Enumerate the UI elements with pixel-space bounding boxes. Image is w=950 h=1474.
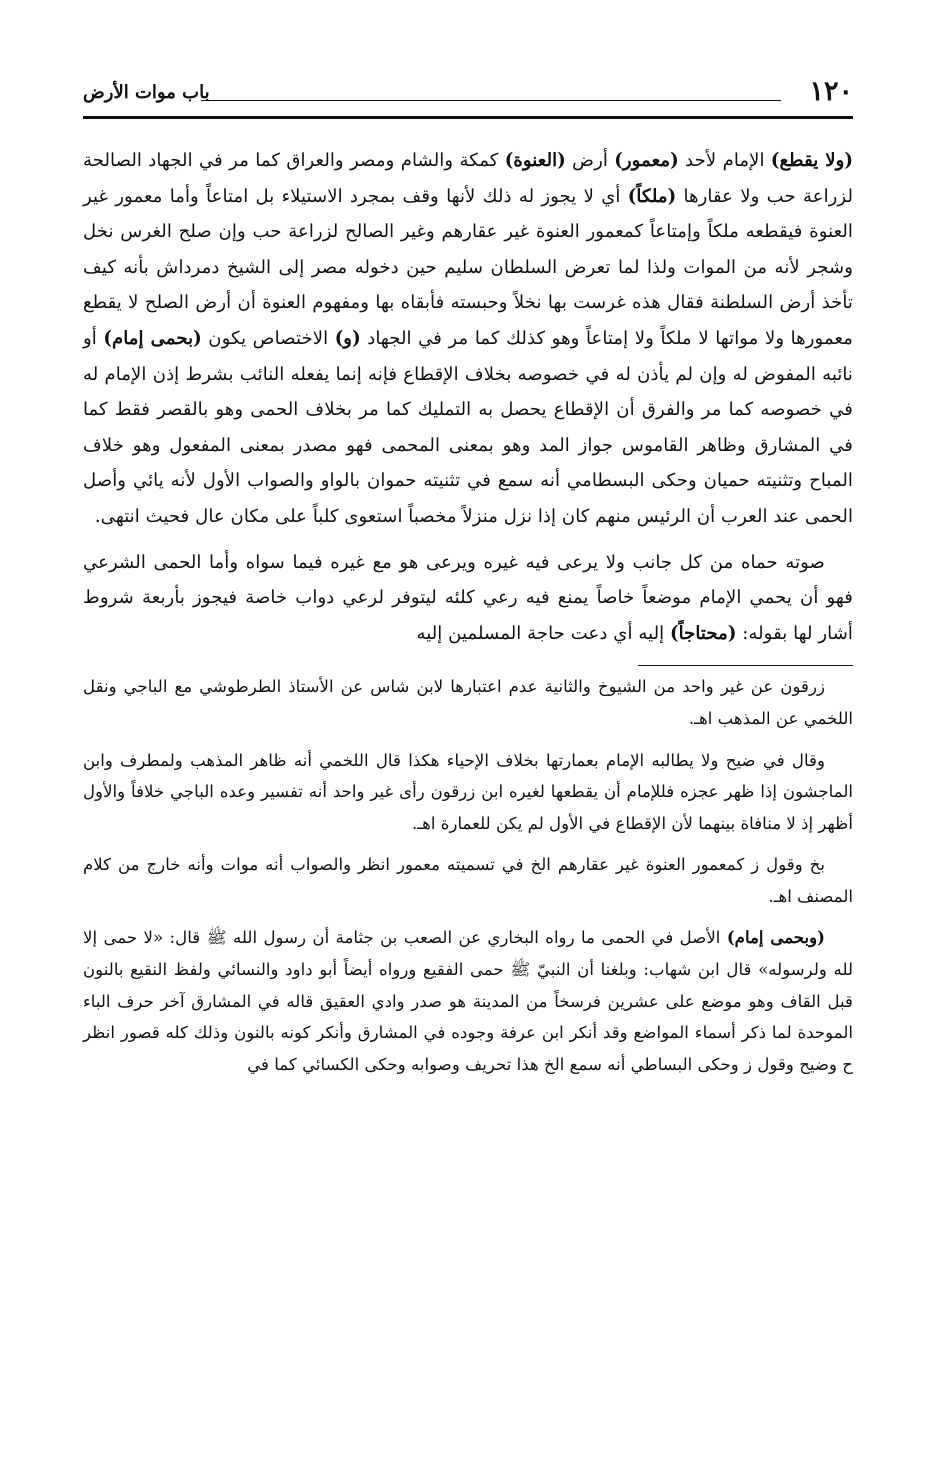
main-text [83,143,853,651]
matn-keyword: (ولا يقطع) [770,150,854,171]
commentary-text: أرض [565,150,615,171]
main-paragraph-1 [83,143,853,535]
commentary-text: أي لا يجوز له ذلك لأنها وقف بمجرد الاستيلاء بل امتاعاً وأما معمور غير العنوة فيقطعه ملكاً وإمتاعاً كمعمور العنوة غير عقارهم وغير الصالح لزراعة حب وإن صلح الغرس نخل وشجر لأنه من الموات ولذا لما تعرض السلطان سليم حين دخوله مصر إلى الشيخ دمرداش بأنه كيف تأخذ أرض السلطنة فقال هذه غرست بها نخلاً وحبسته فأبقاه بها ومفهوم العنوة أن أرض الصلح لا يقطع معمورها ولا مواتها لا ملكاً ولا إمتاعاً وهو كذلك كما مر في الجهاد [83,185,853,349]
matn-keyword: (العنوة) [504,150,566,171]
commentary-text: الإمام لأحد [678,150,771,171]
matn-keyword: (ملكاً) [627,185,677,207]
commentary-text: الاختصاص يكون [201,327,335,349]
main-paragraph-2 [83,545,853,652]
matn-keyword: (محتاجاً) [669,622,737,644]
matn-keyword: (بحمى إمام) [103,327,202,349]
matn-keyword: (معمور) [614,150,679,171]
matn-keyword: (وبحمى إمام) [726,927,826,948]
matn-keyword: (و) [334,327,361,349]
footnote-1: زرقون عن غير واحد من الشيوخ والثانية عدم اعتبارها لابن شاس عن الأستاذ الطرطوشي مع الباجي ونقل اللخمي عن المذهب اهـ. [83,677,853,728]
footnote-text: الأصل في الحمى ما رواه البخاري عن الصعب بن جثامة أن رسول الله ﷺ قال: «لا حمى إلا لله ولرسوله» قال ابن شهاب: وبلغنا أن النبيّ ﷺ حمى الفقيع ورواه أيضاً أبو داود والنسائي ولفظ النقيع بالنون قبل القاف وهو موضع على عشرين فرسخاً من المدينة هو صدر وادي العقيق قاله في المشارق آخر حرف الباء الموحدة لما ذكر أسماء المواضع وقد أنكر ابن عرفة وجوده في المشارق وأنكر كونه بالنون وذلك كله قصور انظر ح وضيح وقول ز وحكى البساطي أنه سمع الخ هذا تحريف وصوابه وحكى الكسائي كما في [83,928,853,1074]
page-number: ١٢٠ [809,76,853,107]
footnote-separator [638,665,853,666]
footnote-3: بخ وقول ز كمعمور العنوة غير عقارهم الخ في تسميته معمور انظر والصواب أنه موات وأنه خارج من كلام المصنف اهـ. [83,855,853,906]
header-rule [201,100,781,101]
commentary-text: كمكة والشام ومصر والعراق كما مر في الجهاد الصالحة لزراعة حب ولا عقارها [83,150,853,207]
commentary-text: أو نائبه المفوض له وإن لم يأذن له في خصوصه بخلاف الإقطاع فإنه إنما يفعله النائب بشرط إذن الإمام له في خصوصه كما مر والفرق أن الإقطاع يحصل به التمليك كما مر بخلاف الحمى وهو بالقصر فقط كما في المشارق وظاهر القاموس جواز المد وهو بمعنى المحمى فهو مصدر بمعنى المفعول وهو خلاف المباح وتثنيته حميان وحكى البسطامي أنه سمع في تثنيته حموان بالواو والصواب الأول لأنه يائي وأصل الحمى عند العرب أن الرئيس منهم كان إذا نزل منزلاً مخصباً استعوى كلباً على مكان عال فحيث انتهى. [83,327,853,527]
footnote-2: وقال في ضيح ولا يطالبه الإمام بعمارتها بخلاف الإحياء هكذا قال اللخمي أنه ظاهر المذهب ولمطرف وابن الماجشون إذا ظهر عجزه فللإمام أن يقطعها لغيره ابن زرقون رأى غير واحد أنه تفسير وعده الباجي خلافاً والأول أظهر إذ لا منافاة بينهما لأن الإقطاع في الأول لم يكن للعمارة اهـ. [83,750,853,833]
footnote-4 [83,922,853,1080]
footnotes [83,671,853,1080]
book-page [83,60,853,1080]
running-header [83,60,853,119]
section-title: باب موات الأرض [83,82,210,103]
commentary-text: إليه أي دعت حاجة المسلمين إليه [416,622,670,644]
commentary-text: صوته حماه من كل جانب ولا يرعى فيه غيره ويرعى هو مع غيره فيما سواه وأما الحمى الشرعي فهو أن يحمي الإمام موضعاً خاصاً يمنع فيه رعي كلئه ليتوفر لرعي دواب خاصة فيجوز بأربعة شروط أشار لها بقوله: [83,551,853,644]
